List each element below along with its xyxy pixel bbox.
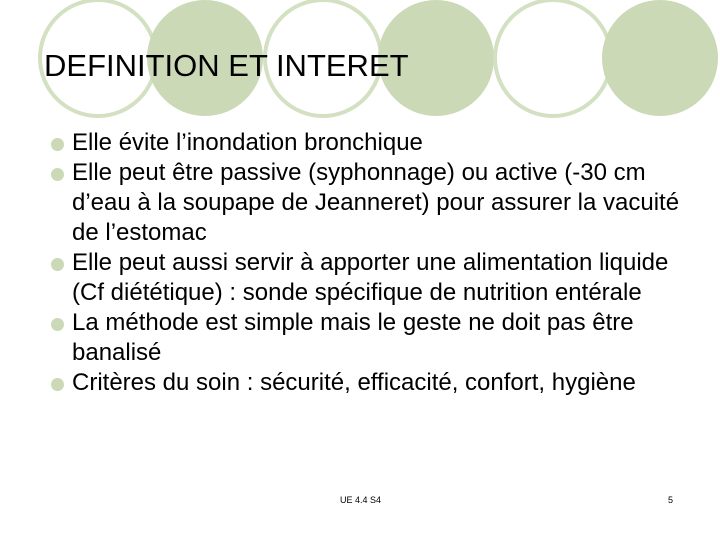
- bullet-list: [60, 128, 700, 398]
- bullet-text: La méthode est simple mais le geste ne doit pas être banalisé: [72, 309, 634, 366]
- bullet-dot-icon: [51, 378, 64, 391]
- bullet-item: [60, 128, 700, 158]
- bullet-item: [60, 368, 700, 398]
- bullet-text: Elle peut être passive (syphonnage) ou active (-30 cm d’eau à la soupape de Jeanneret) pour assurer la vacuité de l’estomac: [72, 159, 680, 246]
- bullet-dot-icon: [51, 258, 64, 271]
- bullet-item: [60, 248, 700, 308]
- decor-circle-ring: [495, 0, 611, 116]
- bullet-text: Elle évite l’inondation bronchique: [72, 129, 423, 156]
- slide-title: DEFINITION ET INTERET: [44, 48, 409, 83]
- bullet-text: Critères du soin : sécurité, efficacité, confort, hygiène: [72, 369, 636, 396]
- bullet-item: [60, 158, 700, 248]
- bullet-dot-icon: [51, 138, 64, 151]
- bullet-text: Elle peut aussi servir à apporter une alimentation liquide (Cf diététique) : sonde spécifique de nutrition entérale: [72, 249, 669, 306]
- page-number: 5: [668, 495, 674, 505]
- bullet-dot-icon: [51, 318, 64, 331]
- bullet-dot-icon: [51, 168, 64, 181]
- bullet-item: [60, 308, 700, 368]
- decor-circle-filled: [602, 0, 718, 116]
- footer-label: UE 4.4 S4: [340, 495, 382, 505]
